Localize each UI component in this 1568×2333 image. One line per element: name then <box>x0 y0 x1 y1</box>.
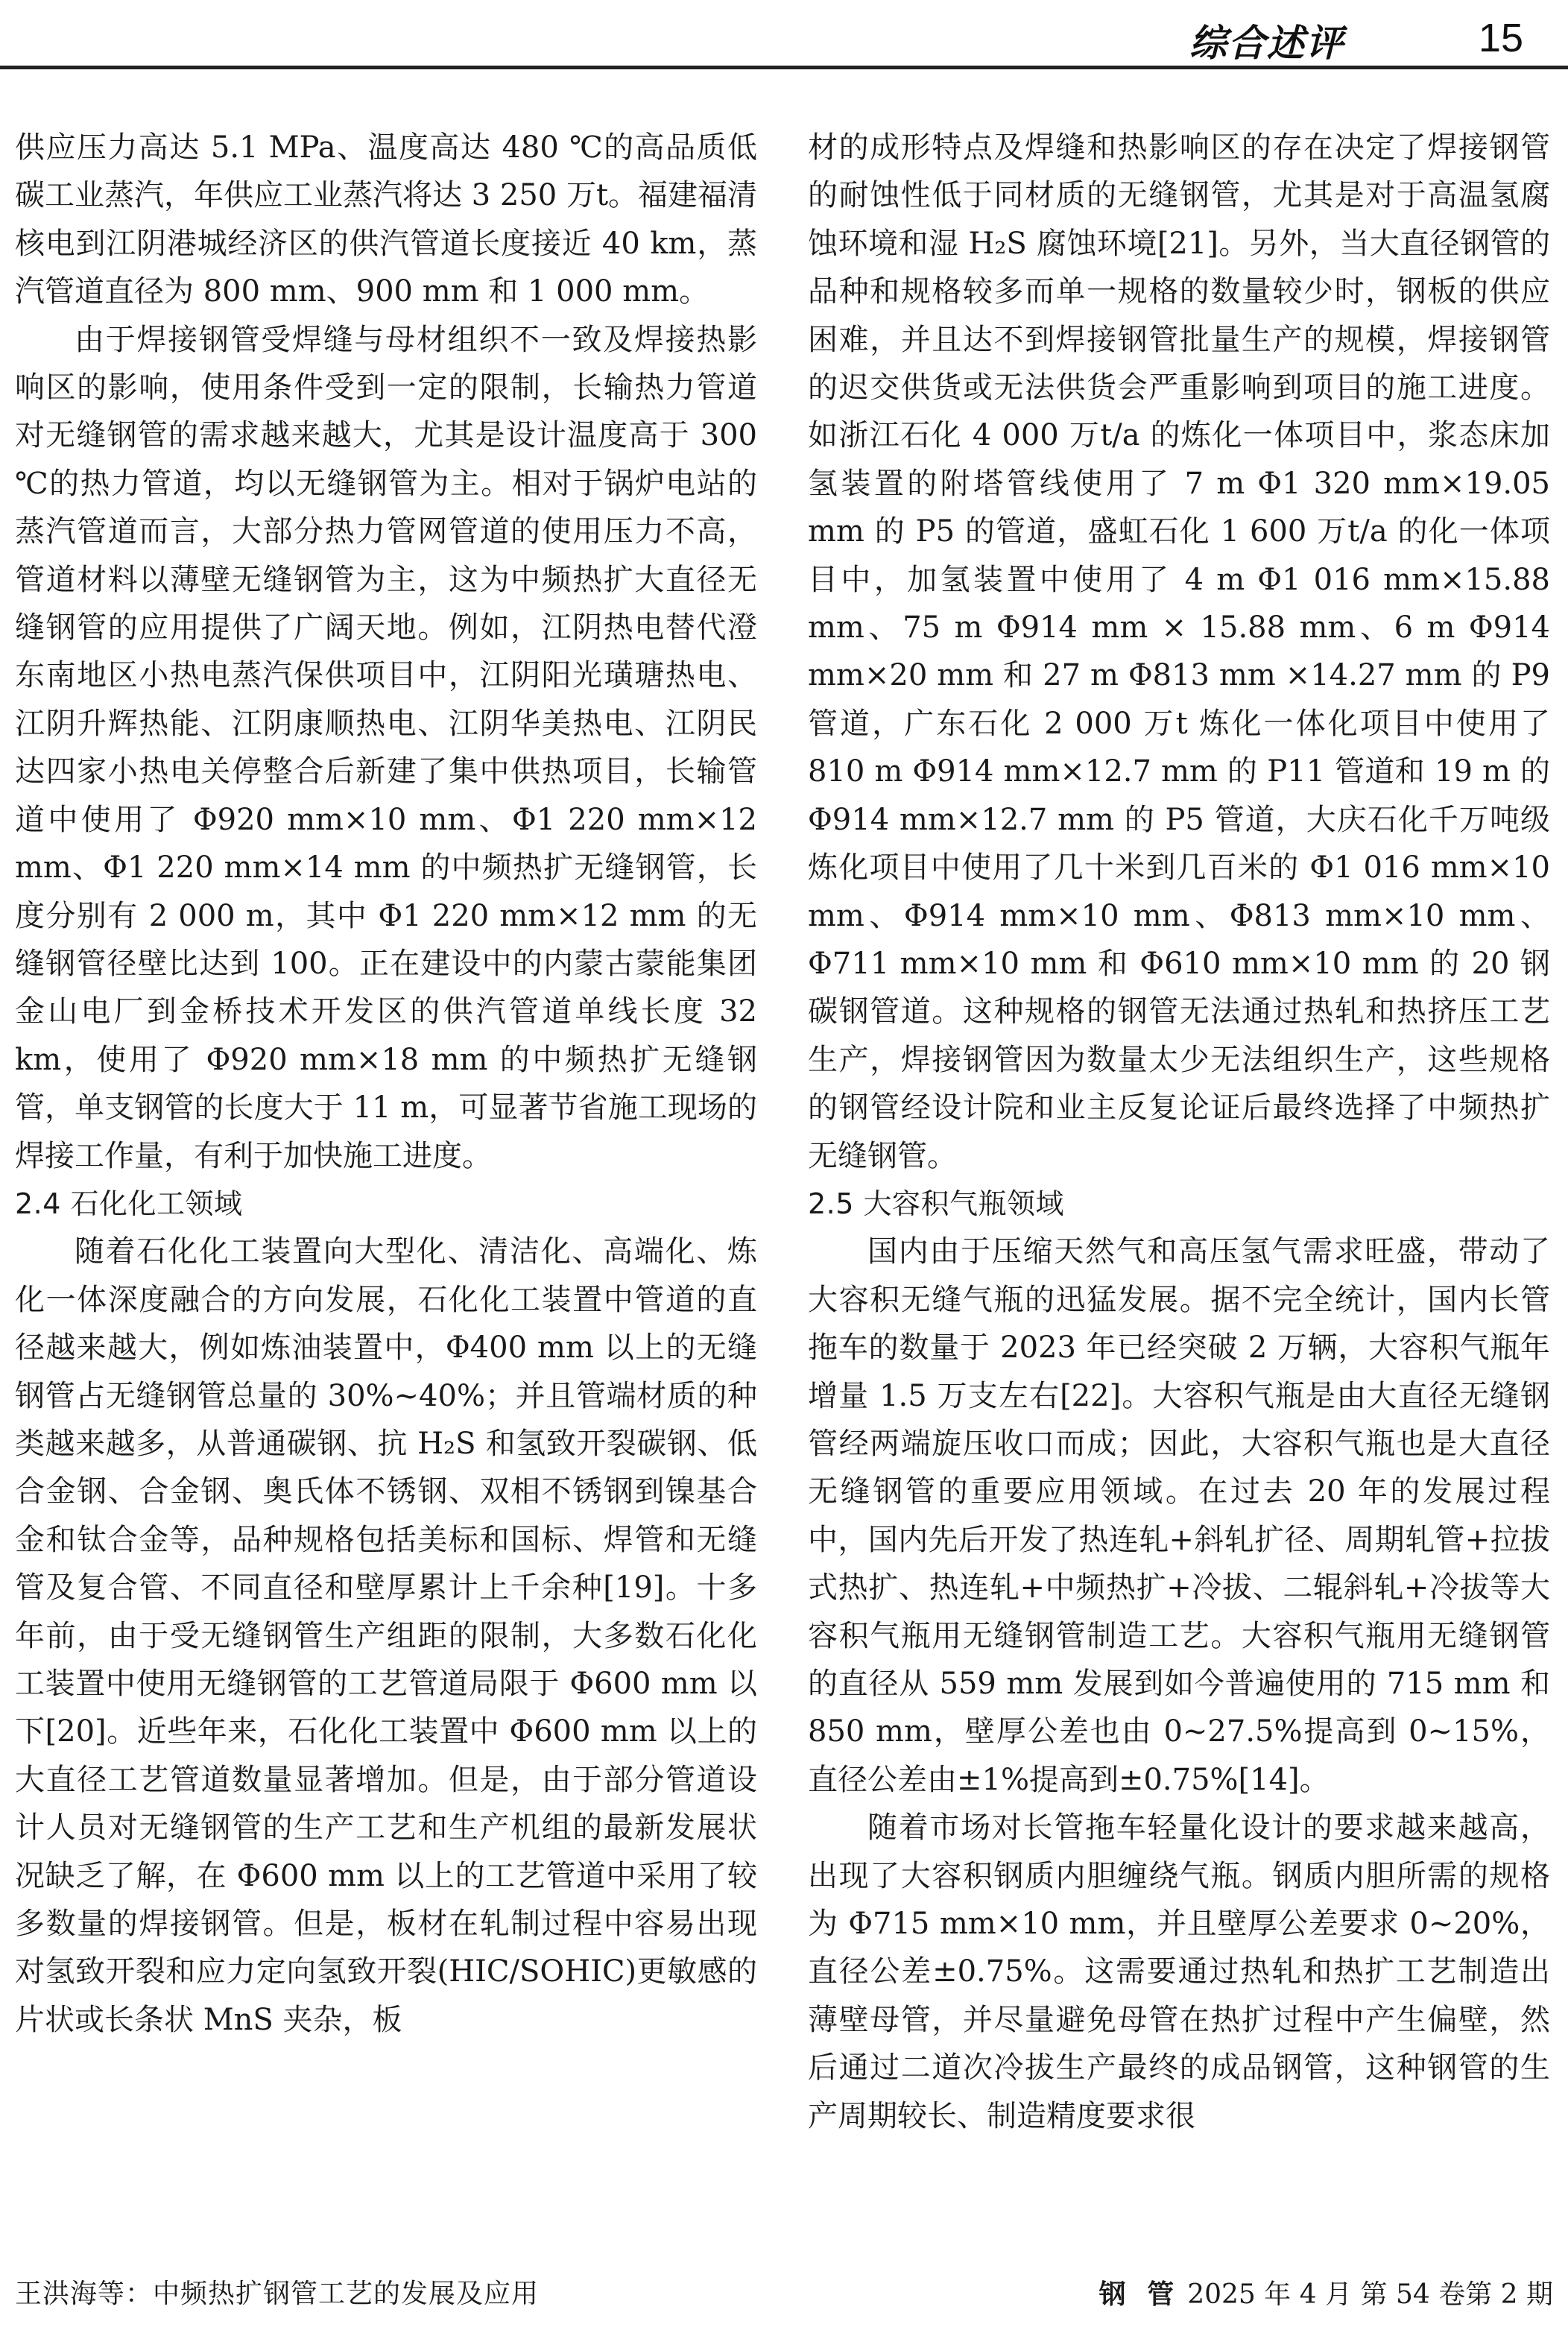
body-paragraph: 供应压力高达 5.1 MPa、温度高达 480 ℃的高品质低碳工业蒸汽，年供应工业蒸汽将达 3 250 万t。福建福清核电到江阴港城经济区的供汽管道长度接近 40 km，蒸汽管道直径为 800 mm、900 mm 和 1 000 mm。 <box>15 130 758 309</box>
page-number: 15 <box>1478 16 1523 60</box>
body-paragraph: 随着市场对长管拖车轻量化设计的要求越来越高，出现了大容积钢质内胆缠绕气瓶。钢质内胆所需的规格为 Φ715 mm×10 mm，并且壁厚公差要求 0~20%，直径公差±0.75%。这需要通过热轧和热扩工艺制造出薄壁母管，并尽量避免母管在热扩过程中产生偏壁，然后通过二道次冷拔生产最终的成品钢管，这种钢管的生产周期较长、制造精度要求很 <box>808 1810 1550 2133</box>
page-header <box>0 0 1568 70</box>
body-paragraph: 随着石化化工装置向大型化、清洁化、高端化、炼化一体深度融合的方向发展，石化化工装置中管道的直径越来越大，例如炼油装置中，Φ400 mm 以上的无缝钢管占无缝钢管总量的 30%~40%；并且管端材质的种类越来越多，从普通碳钢、抗 H₂S 和氢致开裂碳钢、低合金钢、合金钢、奥氏体不锈钢、双相不锈钢到镍基合金和钛合金等，品种规格包括美标和国标、焊管和无缝管及复合管、不同直径和壁厚累计上千余种[19]。十多年前，由于受无缝钢管生产组距的限制，大多数石化化工装置中使用无缝钢管的工艺管道局限于 Φ600 mm 以下[20]。近些年来，石化化工装置中 Φ600 mm 以上的大直径工艺管道数量显著增加。但是，由于部分管道设计人员对无缝钢管的生产工艺和生产机组的最新发展状况缺乏了解，在 Φ600 mm 以上的工艺管道中采用了较多数量的焊接钢管。但是，板材在轧制过程中容易出现对氢致开裂和应力定向氢致开裂(HIC/SOHIC)更敏感的片状或长条状 MnS 夹杂，板 <box>15 1234 757 2037</box>
journal-name: 钢 管 <box>1098 2279 1180 2310</box>
section-title: 综合述评 <box>1189 22 1344 65</box>
body-paragraph: 由于焊接钢管受焊缝与母材组织不一致及焊接热影响区的影响，使用条件受到一定的限制，长输热力管道对无缝钢管的需求越来越大，尤其是设计温度高于 300 ℃的热力管道，均以无缝钢管为主。相对于锅炉电站的蒸汽管道而言，大部分热力管网管道的使用压力不高，管道材料以薄壁无缝钢管为主，这为中频热扩大直径无缝钢管的应用提供了广阔天地。例如，江阴热电替代澄东南地区小热电蒸汽保供项目中，江阴阳光璜瑭热电、江阴升辉热能、江阴康顺热电、江阴华美热电、江阴民达四家小热电关停整合后新建了集中供热项目，长输管道中使用了 Φ920 mm×10 mm、Φ1 220 mm×12 mm、Φ1 220 mm×14 mm 的中频热扩无缝钢管，长度分别有 2 000 m，其中 Φ1 220 mm×12 mm 的无缝钢管径壁比达到 100。正在建设中的内蒙古蒙能集团金山电厂到金桥技术开发区的供汽管道单线长度 32 km，使用了 Φ920 mm×18 mm 的中频热扩无缝钢管，单支钢管的长度大于 11 m，可显著节省施工现场的焊接工作量，有利于加快施工进度。 <box>15 322 757 1173</box>
body-paragraph: 材的成形特点及焊缝和热影响区的存在决定了焊接钢管的耐蚀性低于同材质的无缝钢管，尤其是对于高温氢腐蚀环境和湿 H₂S 腐蚀环境[21]。另外，当大直径钢管的品种和规格较多而单一规格的数量较少时，钢板的供应困难，并且达不到焊接钢管批量生产的规模，焊接钢管的迟交供货或无法供货会严重影响到项目的施工进度。如浙江石化 4 000 万t/a 的炼化一体项目中，浆态床加氢装置的附塔管线使用了 7 m Φ1 320 mm×19.05 mm 的 P5 的管道，盛虹石化 1 600 万t/a 的化一体项目中，加氢装置中使用了 4 m Φ1 016 mm×15.88 mm、75 m Φ914 mm × 15.88 mm、6 m Φ914 mm×20 mm 和 27 m Φ813 mm ×14.27 mm 的 P9 管道，广东石化 2 000 万t 炼化一体化项目中使用了 810 m Φ914 mm×12.7 mm 的 P11 管道和 19 m 的 Φ914 mm×12.7 mm 的 P5 管道，大庆石化千万吨级炼化项目中使用了几十米到几百米的 Φ1 016 mm×10 mm、Φ914 mm×10 mm、Φ813 mm×10 mm、Φ711 mm×10 mm 和 Φ610 mm×10 mm 的 20 钢碳钢管道。这种规格的钢管无法通过热轧和热挤压工艺生产，焊接钢管因为数量太少无法组织生产，这些规格的钢管经设计院和业主反复论证后最终选择了中频热扩无缝钢管。 <box>808 130 1550 1173</box>
header-rule <box>0 66 1568 69</box>
body-paragraph: 国内由于压缩天然气和高压氢气需求旺盛，带动了大容积无缝气瓶的迅猛发展。据不完全统计，国内长管拖车的数量于 2023 年已经突破 2 万辆，大容积气瓶年增量 1.5 万支左右[22]。大容积气瓶是由大直径无缝钢管经两端旋压收口而成；因此，大容积气瓶也是大直径无缝钢管的重要应用领域。在过去 20 年的发展过程中，国内先后开发了热连轧+斜轧扩径、周期轧管+拉拔式热扩、热连轧+中频热扩+冷拔、二辊斜轧+冷拔等大容积气瓶用无缝钢管制造工艺。大容积气瓶用无缝钢管的直径从 559 mm 发展到如今普遍使用的 715 mm 和 850 mm，壁厚公差也由 0~27.5%提高到 0~15%，直径公差由±1%提高到±0.75%[14]。 <box>808 1234 1550 1797</box>
page-footer <box>0 2272 1568 2317</box>
right-column <box>808 124 1550 2140</box>
issue-info: 2025 年 4 月 第 54 卷第 2 期 <box>1187 2279 1553 2310</box>
section-heading: 2.5 大容积气瓶领域 <box>808 1187 1065 1220</box>
section-heading: 2.4 石化化工领域 <box>15 1187 243 1220</box>
journal-info <box>1099 2272 1553 2317</box>
running-title: 王洪海等：中频热扩钢管工艺的发展及应用 <box>15 2279 540 2309</box>
left-column <box>15 124 757 2044</box>
